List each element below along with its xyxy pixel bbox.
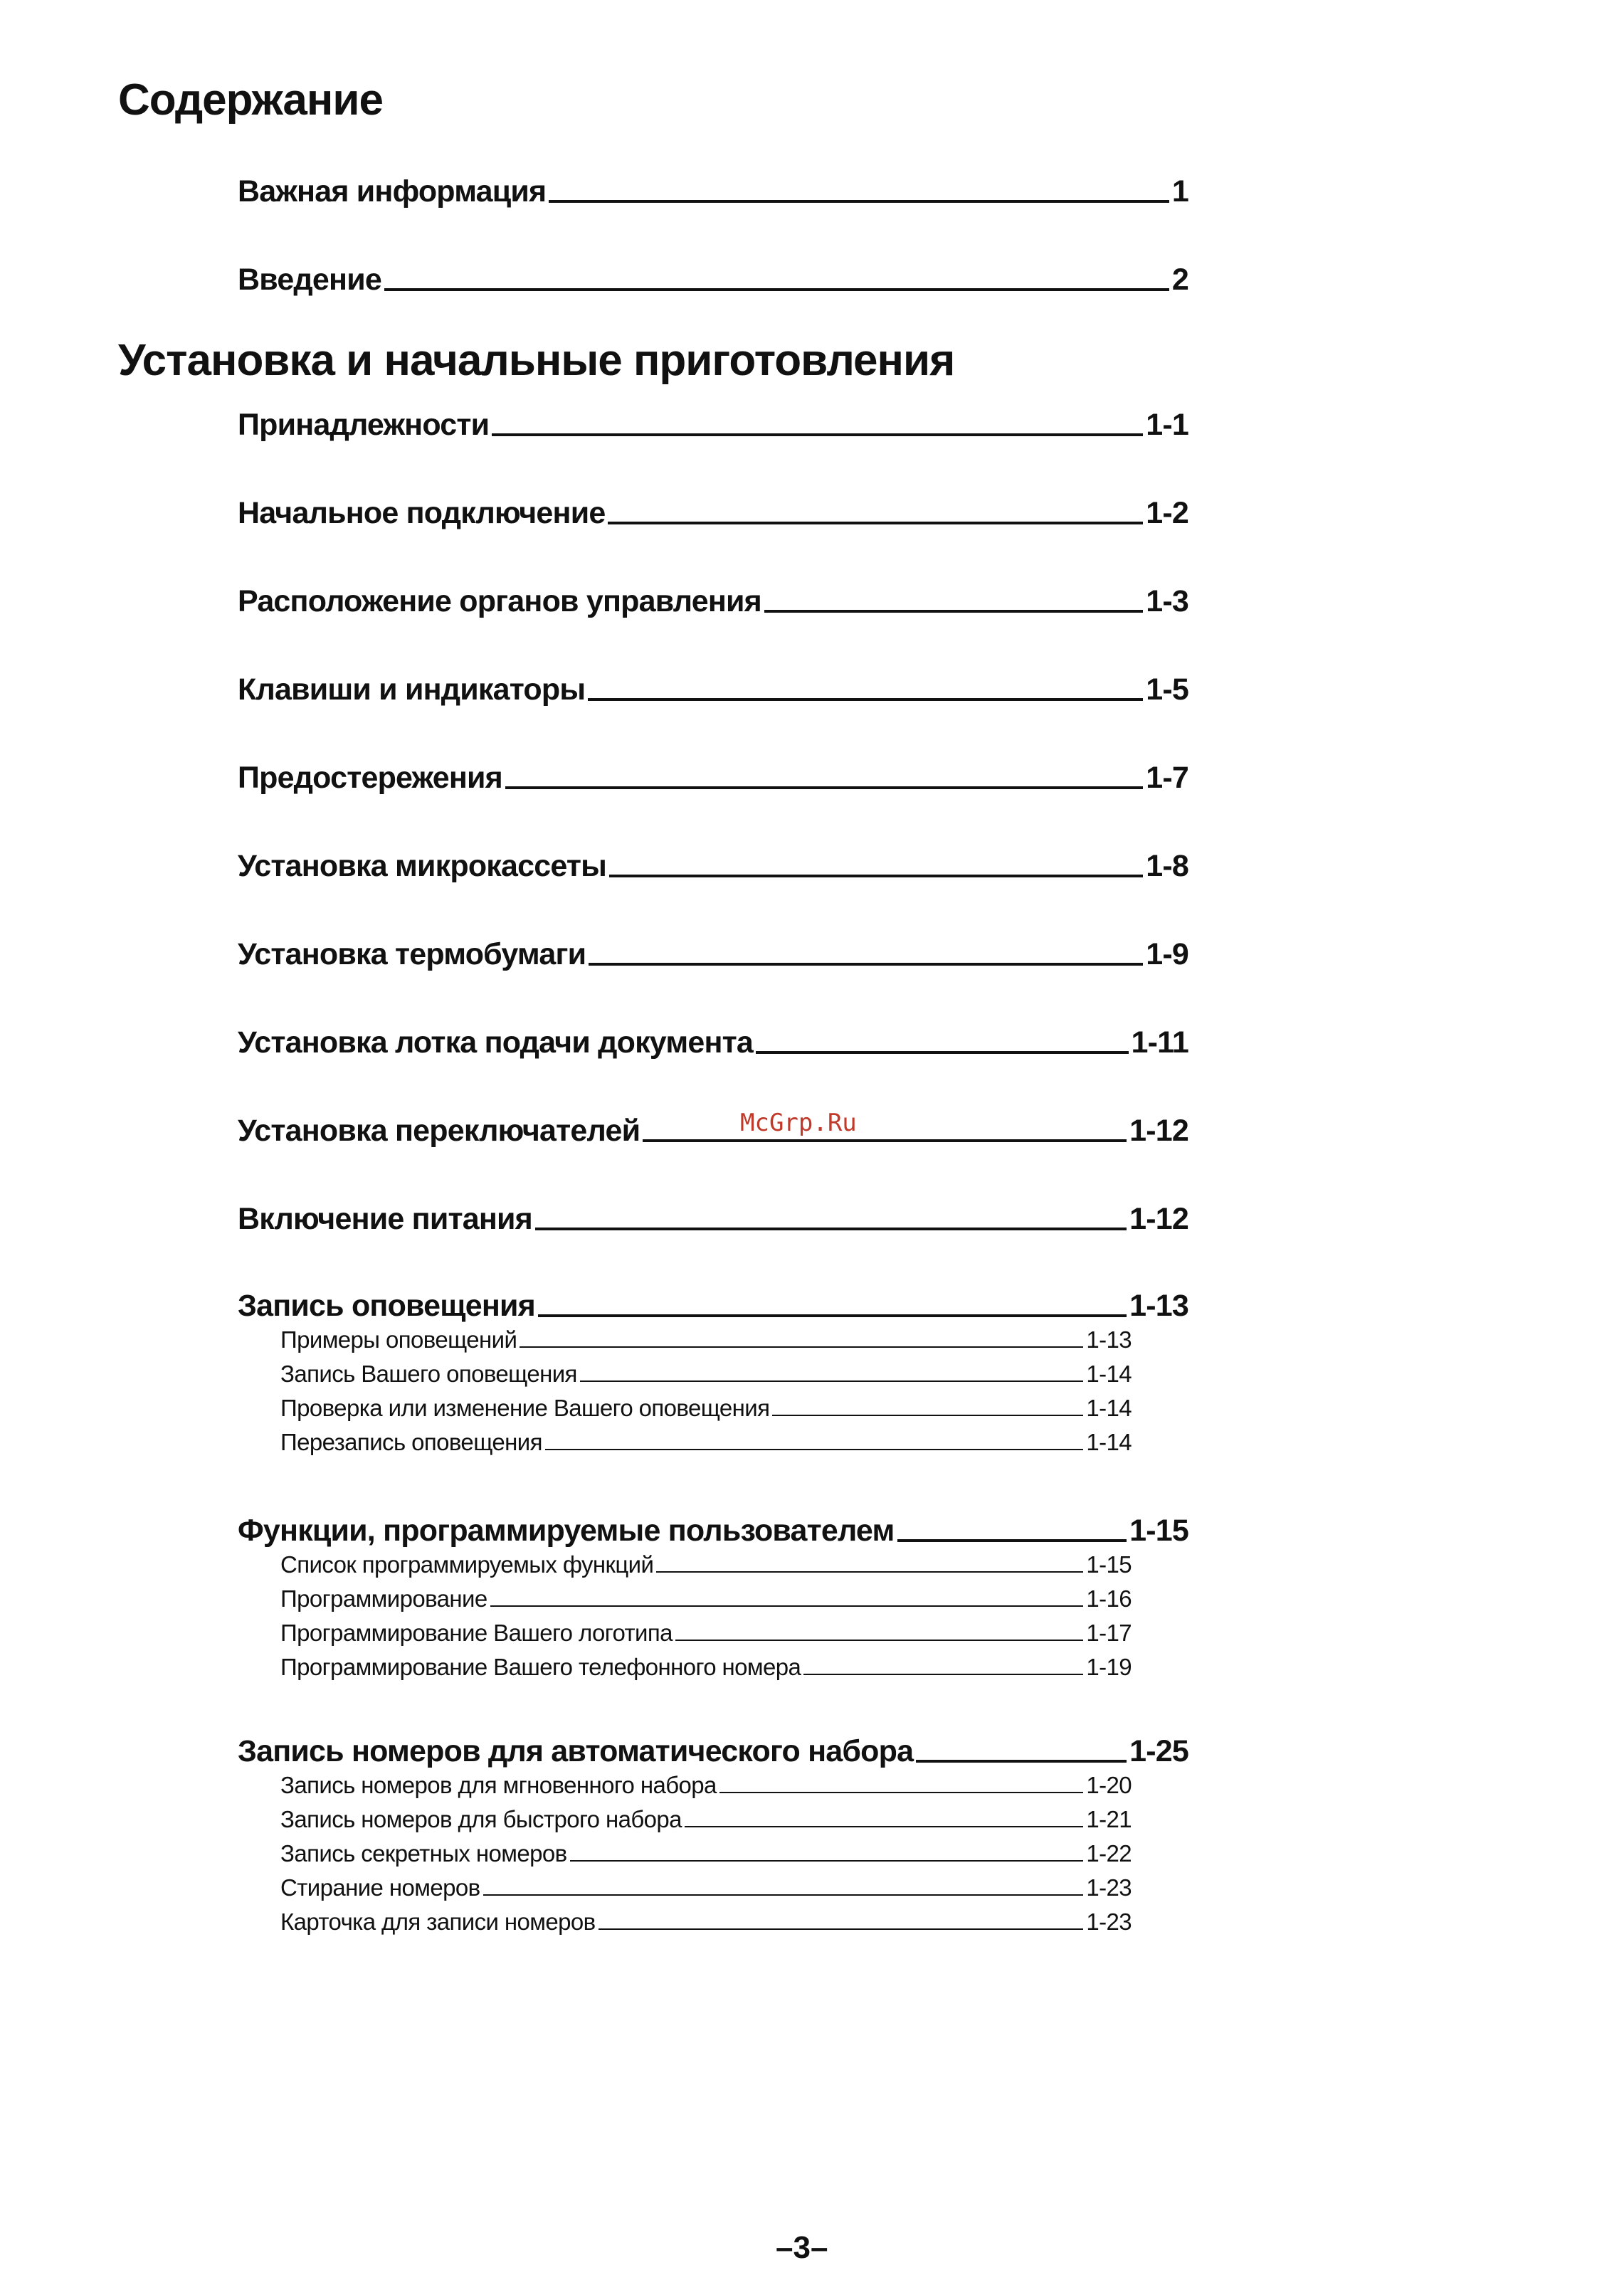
dot-leader xyxy=(756,1051,1128,1054)
toc-entry-page: 1-15 xyxy=(1129,1514,1188,1548)
toc-subentry-page: 1-14 xyxy=(1086,1395,1132,1421)
toc-entry-label: Установка термобумаги xyxy=(238,937,586,971)
toc-subentry-label: Запись Вашего оповещения xyxy=(280,1361,577,1387)
toc-entry[interactable] xyxy=(238,1116,1188,1146)
toc-subentry-label: Примеры оповещений xyxy=(280,1326,517,1353)
toc-subentry[interactable] xyxy=(280,1773,1132,1797)
toc-subentry-page: 1-14 xyxy=(1086,1429,1132,1455)
toc-subentry-page: 1-22 xyxy=(1086,1840,1132,1867)
toc-subentry-page: 1-14 xyxy=(1086,1361,1132,1387)
toc-entry[interactable] xyxy=(238,265,1188,295)
toc-subentry-label: Запись номеров для мгновенного набора xyxy=(280,1772,717,1798)
toc-entry[interactable] xyxy=(238,763,1188,793)
toc-entry-page: 1-7 xyxy=(1146,761,1188,795)
toc-entry-page: 1-9 xyxy=(1146,937,1188,971)
toc-subentry-label: Программирование Вашего телефонного номера xyxy=(280,1654,801,1680)
toc-subentry-label: Список программируемых функций xyxy=(280,1551,654,1578)
toc-entry[interactable] xyxy=(238,851,1188,882)
toc-entry-label: Введение xyxy=(238,263,381,297)
dot-leader xyxy=(535,1228,1127,1230)
watermark: McGrp.Ru xyxy=(740,1109,857,1137)
toc-subentry-page: 1-21 xyxy=(1086,1806,1132,1832)
toc-subentry-label: Запись номеров для быстрого набора xyxy=(280,1806,682,1832)
toc-entry-page: 1-1 xyxy=(1146,408,1188,442)
toc-subentry[interactable] xyxy=(280,1396,1132,1420)
page-number: –3– xyxy=(776,2230,828,2265)
toc-subentry[interactable] xyxy=(280,1621,1132,1645)
dot-leader xyxy=(772,1415,1083,1416)
toc-entry-page: 1-2 xyxy=(1146,496,1188,530)
dot-leader xyxy=(483,1894,1084,1896)
toc-entry[interactable] xyxy=(238,176,1188,207)
toc-subentry-label: Проверка или изменение Вашего оповещения xyxy=(280,1395,770,1421)
dot-leader xyxy=(384,288,1169,291)
toc-entry[interactable] xyxy=(238,1204,1188,1235)
toc-entry-page: 1-8 xyxy=(1146,849,1188,883)
toc-subentry-label: Запись секретных номеров xyxy=(280,1840,567,1867)
toc-subentry-label: Программирование xyxy=(280,1585,487,1612)
dot-leader xyxy=(549,200,1169,203)
toc-entry-page: 1-25 xyxy=(1129,1734,1188,1768)
toc-entry-page: 1-5 xyxy=(1146,672,1188,707)
toc-entry[interactable] xyxy=(238,1291,1188,1321)
toc-entry-page: 1-12 xyxy=(1129,1114,1188,1148)
toc-entry-label: Расположение органов управления xyxy=(238,584,761,618)
toc-entry[interactable] xyxy=(238,1025,1188,1060)
dot-leader xyxy=(897,1539,1127,1542)
dot-leader xyxy=(490,1605,1084,1607)
dot-leader xyxy=(803,1674,1083,1675)
toc-entry-label: Включение питания xyxy=(238,1202,532,1236)
dot-leader xyxy=(580,1381,1084,1382)
toc-subentry-page: 1-19 xyxy=(1086,1654,1132,1680)
dot-leader xyxy=(492,433,1143,436)
dot-leader xyxy=(916,1760,1127,1763)
toc-subentry[interactable] xyxy=(280,1587,1132,1610)
dot-leader xyxy=(599,1928,1084,1930)
toc-entry-label: Клавиши и индикаторы xyxy=(238,672,586,707)
toc-entry-label: Принадлежности xyxy=(238,408,490,442)
toc-entry-page: 1-3 xyxy=(1146,584,1188,618)
toc-subentry-page: 1-23 xyxy=(1086,1874,1132,1901)
toc-subentry[interactable] xyxy=(280,1842,1132,1865)
toc-subentry[interactable] xyxy=(280,1430,1132,1454)
dot-leader xyxy=(643,1139,1127,1142)
dot-leader xyxy=(570,1860,1084,1862)
toc-entry[interactable] xyxy=(238,1736,1188,1767)
toc-subentry-page: 1-15 xyxy=(1086,1551,1132,1578)
toc-subentry-page: 1-17 xyxy=(1086,1620,1132,1646)
toc-entry-label: Предостережения xyxy=(238,761,502,795)
toc-entry-label: Начальное подключение xyxy=(238,496,606,530)
toc-entry[interactable] xyxy=(238,498,1188,529)
toc-subentry[interactable] xyxy=(280,1328,1132,1351)
toc-entry-label: Запись номеров для автоматического набора xyxy=(238,1734,914,1768)
toc-entry[interactable] xyxy=(238,672,1188,707)
toc-subentry[interactable] xyxy=(280,1876,1132,1899)
toc-entry[interactable] xyxy=(238,1516,1188,1546)
dot-leader xyxy=(545,1449,1083,1450)
toc-subentry[interactable] xyxy=(280,1553,1132,1576)
toc-entry-label: Функции, программируемые пользователем xyxy=(238,1514,895,1548)
dot-leader xyxy=(656,1571,1083,1573)
toc-subentry-page: 1-16 xyxy=(1086,1585,1132,1612)
toc-subentry-label: Карточка для записи номеров xyxy=(280,1909,596,1935)
toc-entry-page: 1-12 xyxy=(1129,1202,1188,1236)
toc-subentry-label: Программирование Вашего логотипа xyxy=(280,1620,673,1646)
section-title-contents: Содержание xyxy=(118,75,383,125)
toc-subentry-page: 1-13 xyxy=(1086,1326,1132,1353)
toc-subentry-page: 1-23 xyxy=(1086,1909,1132,1935)
dot-leader xyxy=(675,1640,1083,1641)
dot-leader xyxy=(609,875,1143,877)
toc-entry[interactable] xyxy=(238,410,1188,440)
toc-entry-label: Установка микрокассеты xyxy=(238,849,607,883)
dot-leader xyxy=(719,1792,1084,1793)
dot-leader xyxy=(588,698,1143,701)
toc-entry-label: Запись оповещения xyxy=(238,1289,535,1323)
toc-subentry[interactable] xyxy=(280,1655,1132,1679)
toc-entry-label: Важная информация xyxy=(238,174,547,208)
dot-leader xyxy=(505,786,1143,789)
toc-entry-page: 2 xyxy=(1171,263,1188,297)
toc-entry-page: 1-11 xyxy=(1131,1025,1188,1060)
toc-entry-page: 1-13 xyxy=(1129,1289,1188,1323)
toc-subentry-label: Стирание номеров xyxy=(280,1874,480,1901)
toc-entry-page: 1 xyxy=(1171,174,1188,208)
toc-entry-label: Установка лотка подачи документа xyxy=(238,1025,754,1060)
toc-subentry[interactable] xyxy=(280,1807,1132,1831)
section-title-setup: Установка и начальные приготовления xyxy=(118,336,955,385)
dot-leader xyxy=(685,1826,1083,1827)
toc-subentry[interactable] xyxy=(280,1910,1132,1933)
toc-subentry-page: 1-20 xyxy=(1086,1772,1132,1798)
dot-leader xyxy=(608,522,1143,524)
dot-leader xyxy=(589,963,1143,966)
dot-leader xyxy=(538,1314,1127,1317)
toc-entry[interactable] xyxy=(238,939,1188,970)
dot-leader xyxy=(520,1346,1083,1348)
toc-subentry-label: Перезапись оповещения xyxy=(280,1429,542,1455)
toc-entry[interactable] xyxy=(238,586,1188,617)
dot-leader xyxy=(764,610,1143,613)
toc-entry-label: Установка переключателей xyxy=(238,1114,640,1148)
toc-subentry[interactable] xyxy=(280,1362,1132,1385)
